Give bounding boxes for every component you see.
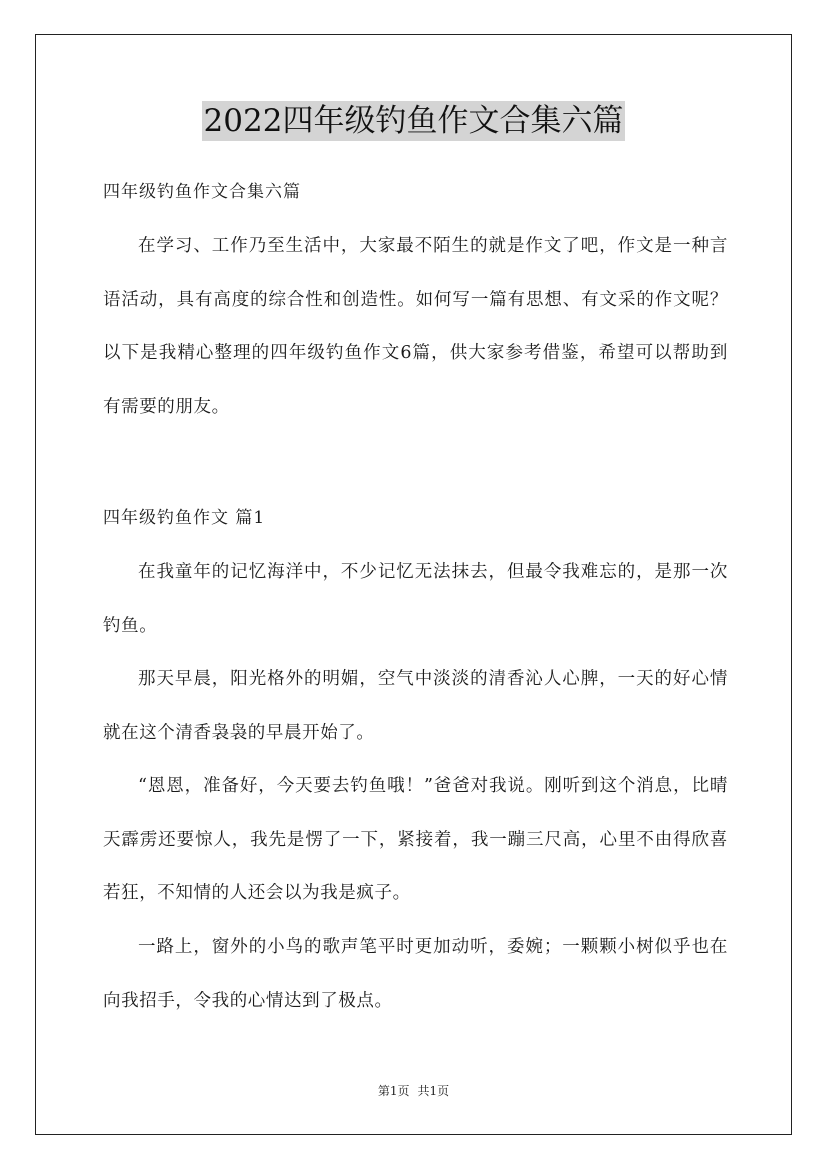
- body-paragraph: 在我童年的记忆海洋中，不少记忆无法抹去，但最令我难忘的，是那一次钓鱼。: [103, 562, 728, 636]
- intro-paragraph: 在学习、工作乃至生活中，大家最不陌生的就是作文了吧，作文是一种言语活动，具有高度的综合性和创造性。如何写一篇有思想、有文采的作文呢？以下是我精心整理的四年级钓鱼作文6篇，供大家参考借鉴，希望可以帮助到有需要的朋友。: [103, 236, 728, 417]
- body-paragraph: “恩恩，准备好，今天要去钓鱼哦！”爸爸对我说。刚听到这个消息，比晴天霹雳还要惊人，我先是愣了一下，紧接着，我一蹦三尺高，心里不由得欣喜若狂，不知情的人还会以为我是疯子。: [103, 776, 728, 903]
- page-footer: [0, 1083, 827, 1099]
- document-subtitle: 四年级钓鱼作文合集六篇: [103, 182, 301, 202]
- section-heading: 四年级钓鱼作文 篇1: [103, 508, 266, 528]
- body-paragraph: 一路上，窗外的小鸟的歌声笔平时更加动听，委婉；一颗颗小树似乎也在向我招手，令我的心情达到了极点。: [103, 937, 728, 1011]
- document-title: 2022四年级钓鱼作文合集六篇: [203, 103, 624, 139]
- title-wrap: [0, 101, 827, 141]
- page-number: 第1页: [377, 1084, 410, 1098]
- body-paragraph: 那天早晨，阳光格外的明媚，空气中淡淡的清香沁人心脾，一天的好心情就在这个清香袅袅的早晨开始了。: [103, 669, 728, 743]
- page-total: 共1页: [417, 1084, 450, 1098]
